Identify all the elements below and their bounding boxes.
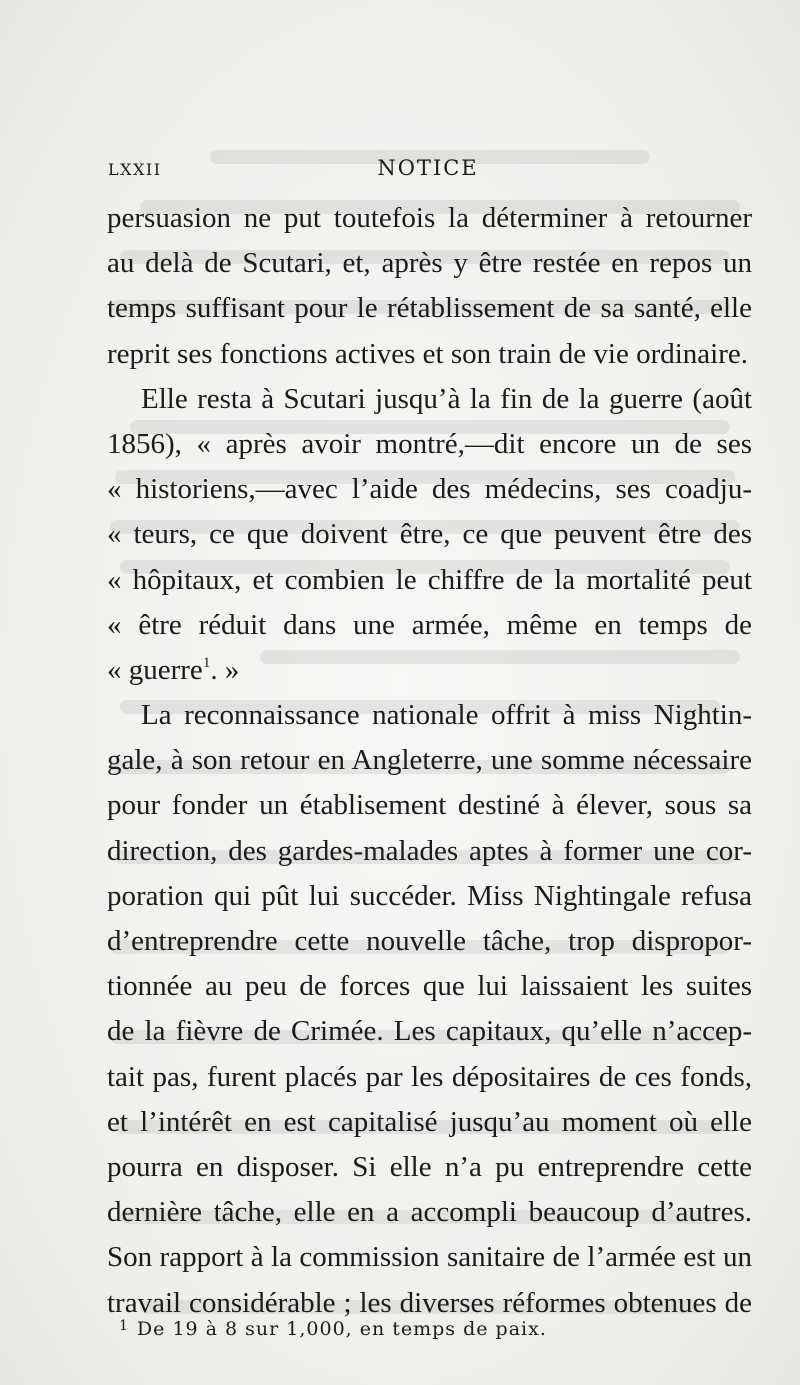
text-line: « teurs, ce que doivent être, ce que peuvent être des bbox=[107, 518, 752, 551]
text-line: poration qui pût lui succéder. Miss Nightingale refusa bbox=[107, 879, 752, 912]
text-line: pour fonder un établisement destiné à élever, sous sa bbox=[107, 789, 752, 822]
text-line: reprit ses fonctions actives et son train de vie ordinaire. bbox=[107, 337, 749, 370]
page-number: LXXII bbox=[108, 160, 162, 179]
text-line: dernière tâche, elle en a accompli beaucoup d’autres. bbox=[107, 1196, 752, 1229]
text-line: tait pas, furent placés par les dépositaires de ces fonds, bbox=[107, 1060, 752, 1093]
text-line: « historiens,—avec l’aide des médecins, ses coadju- bbox=[107, 473, 752, 506]
text-line: « hôpitaux, et combien le chiffre de la mortalité peut bbox=[107, 563, 752, 596]
text-line: gale, à son retour en Angleterre, une somme nécessaire bbox=[107, 744, 752, 777]
text-line: de la fièvre de Crimée. Les capitaux, qu’elle n’accep- bbox=[107, 1015, 752, 1048]
text-line: persuasion ne put toutefois la déterminer à retourner bbox=[107, 202, 752, 234]
footnote-mark: 1 bbox=[119, 1318, 129, 1334]
text-line: travail considérable ; les diverses réformes obtenues de bbox=[107, 1286, 752, 1319]
text-line: temps suffisant pour le rétablissement de sa santé, elle bbox=[107, 292, 752, 325]
text-line bbox=[107, 648, 752, 693]
text-line: Elle resta à Scutari jusqu’à la fin de la guerre (août bbox=[141, 382, 752, 415]
text-line-part: . » bbox=[210, 653, 240, 686]
text-line: « être réduit dans une armée, même en temps de bbox=[107, 608, 752, 641]
text-line: direction, des gardes-malades aptes à former une cor- bbox=[107, 834, 752, 867]
text-line: et l’intérêt en est capitalisé jusqu’au moment où elle bbox=[107, 1105, 752, 1138]
text-line: au delà de Scutari, et, après y être restée en repos un bbox=[107, 247, 752, 280]
footnote-reference[interactable]: 1 bbox=[202, 654, 211, 671]
running-head bbox=[108, 156, 748, 186]
text-line: Son rapport à la commission sanitaire de l’armée est un bbox=[107, 1241, 752, 1274]
text-line: d’entreprendre cette nouvelle tâche, trop dispropor- bbox=[107, 925, 752, 957]
text-line: 1856), « après avoir montré,—dit encore un de ses bbox=[107, 427, 752, 460]
running-title: NOTICE bbox=[377, 156, 479, 180]
body-text bbox=[107, 196, 752, 1326]
footnote bbox=[119, 1318, 749, 1340]
text-line-part: « guerre bbox=[107, 653, 203, 686]
text-line: tionnée au peu de forces que lui laissaient les suites bbox=[107, 970, 752, 1003]
text-line: La reconnaissance nationale offrit à miss Nightin- bbox=[141, 699, 752, 732]
footnote-text: De 19 à 8 sur 1,000, en temps de paix. bbox=[136, 1318, 547, 1340]
text-line: pourra en disposer. Si elle n’a pu entreprendre cette bbox=[107, 1150, 752, 1183]
